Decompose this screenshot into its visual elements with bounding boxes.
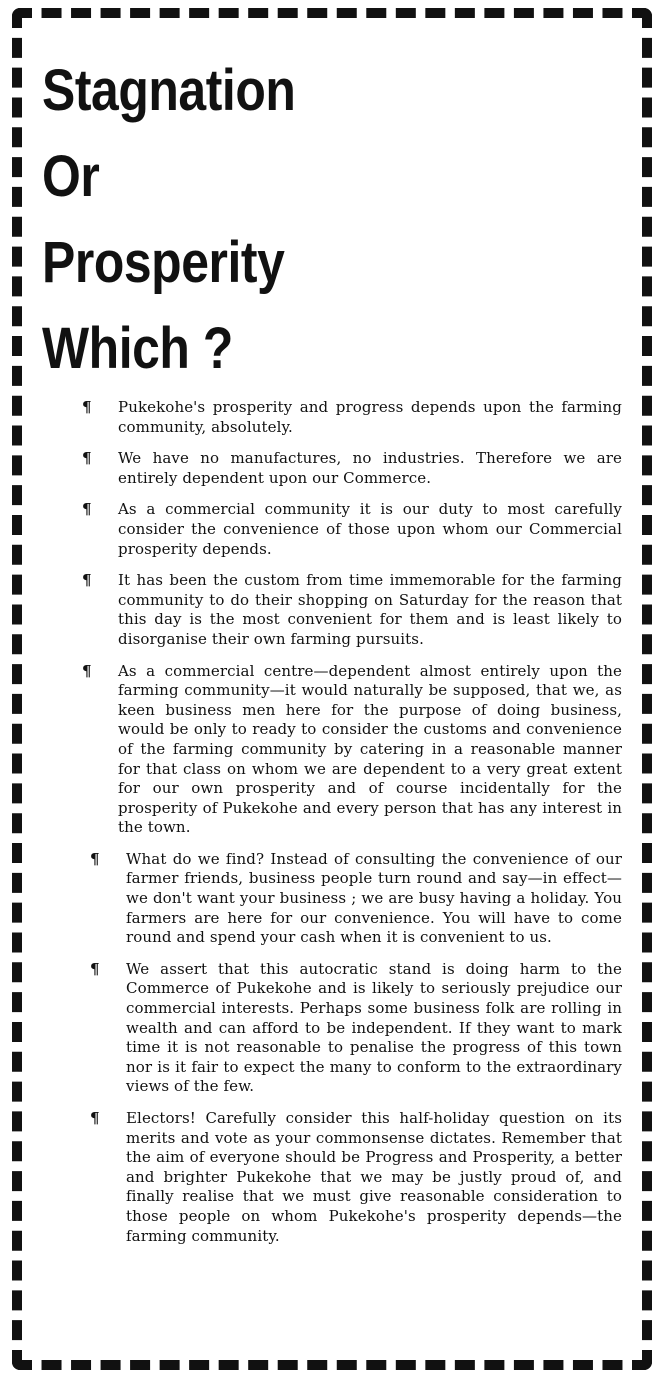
pilcrow-icon: ¶ bbox=[90, 959, 100, 978]
paragraph-text: We assert that this autocratic stand is doing harm to the Commerce of Pukekohe and is likely to seriously prejudice our commercial interests. Perhaps some business folk are rolling in wealth and can afford to be independent. If they want to mark time it is not reasonable to penalise the progress of this town nor is it fair to expect the many to conform to the extraordinary views of the few. bbox=[126, 959, 622, 1096]
pilcrow-icon: ¶ bbox=[82, 661, 92, 680]
paragraph bbox=[82, 449, 622, 488]
paragraph bbox=[82, 662, 622, 838]
pilcrow-icon: ¶ bbox=[82, 449, 92, 468]
paragraph-list bbox=[82, 398, 622, 1258]
headline-line-3: Prosperity bbox=[42, 230, 285, 295]
paragraph-text: Electors! Carefully consider this half-holiday question on its merits and vote as your commonsense dictates. Remember that the aim of everyone should be Progress and Prosperity, a better and brighter Pukekohe that we may be justly proud of, and finally realise that we must give reasonable consideration to those people on whom Pukekohe's prosperity depends—the farming community. bbox=[126, 1109, 622, 1245]
pilcrow-icon: ¶ bbox=[82, 398, 92, 416]
pilcrow-icon: ¶ bbox=[90, 849, 100, 868]
paragraph bbox=[82, 571, 622, 649]
headline-line-2: Or bbox=[42, 144, 100, 209]
pilcrow-icon: ¶ bbox=[82, 571, 92, 590]
paragraph bbox=[90, 850, 622, 948]
paragraph-text: As a commercial community it is our duty to most carefully consider the convenience of those upon whom our Commercial prosperity depends. bbox=[118, 500, 622, 558]
paragraph-text: Pukekohe's prosperity and progress depends upon the farming community, absolutely. bbox=[118, 398, 622, 436]
paragraph-text: As a commercial centre—dependent almost entirely upon the farming community—it would naturally be supposed, that we, as keen business men here for the purpose of doing business, would be only to ready to consider the customs and convenience of the farming community by catering in a reasonable manner for that class on whom we are dependent to a very great extent for our own prosperity and of course incidentally for the prosperity of Pukekohe and every person that has any interest in the town. bbox=[118, 661, 622, 837]
paragraph-text: We have no manufactures, no industries. Therefore we are entirely dependent upon our Commerce. bbox=[118, 449, 622, 487]
headline-line-4: Which ? bbox=[42, 316, 233, 381]
paragraph-text: What do we find? Instead of consulting the convenience of our farmer friends, business people turn round and say—in effect—we don't want your business ; we are busy having a holiday. You farmers are here for our convenience. You will have to come round and spend your cash when it is convenient to us. bbox=[126, 849, 622, 947]
paragraph-text: It has been the custom from time immemorable for the farming community to do their shopping on Saturday for the reason that this day is the most convenient for them and is least likely to disorganise their own farming pursuits. bbox=[118, 571, 622, 648]
paragraph bbox=[82, 500, 622, 559]
headline-line-1: Stagnation bbox=[42, 58, 296, 123]
headline bbox=[42, 48, 462, 392]
pilcrow-icon: ¶ bbox=[82, 500, 92, 519]
paragraph bbox=[90, 1109, 622, 1246]
paragraph bbox=[90, 960, 622, 1097]
pilcrow-icon: ¶ bbox=[90, 1109, 100, 1127]
paragraph bbox=[82, 398, 622, 437]
